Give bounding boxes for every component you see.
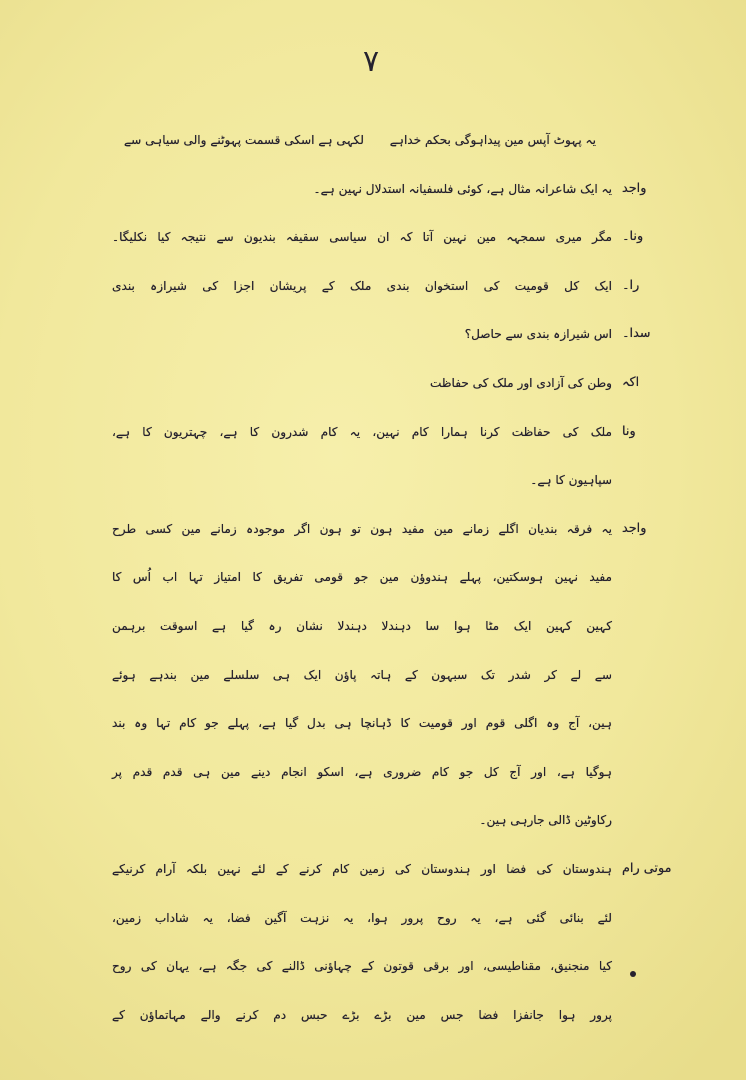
line-text: ہین، آج وہ اگلی قوم اور قومیت کا ڈہانچا ہی بدل گیا ہے، پہلے جو کام تہا وہ بند (112, 716, 612, 731)
dialogue-line (112, 845, 740, 894)
dialogue-body (112, 116, 740, 1039)
dialogue-line (112, 262, 740, 311)
speaker-label: اکہ (622, 374, 640, 390)
dialogue-line (112, 748, 740, 797)
line-text: مفید نہین ہوسکتین، پہلے ہندوؤن مین جو قومی تفریق کا امتیاز تہا اب اُس کا (112, 570, 612, 585)
line-text: کہین کہین ایک مٹا ہوا سا دہندلا دہندلا نشان رہ گیا ہے اسوقت برہمن (112, 618, 612, 633)
dialogue-line (112, 796, 740, 845)
dialogue-line (112, 310, 740, 359)
dialogue-line (112, 456, 740, 505)
dialogue-entry (112, 505, 740, 845)
dialogue-line (112, 213, 740, 262)
line-text: ہندوستان کی فضا اور ہندوستان کی زمین کام کرنے کے لئے نہین بلکہ آرام کرنیکے (112, 861, 612, 876)
speaker-label: ونا (622, 423, 636, 439)
dialogue-line (112, 602, 740, 651)
verse-text (112, 116, 612, 165)
dialogue-line (112, 553, 740, 602)
line-text: رکاوٹین ڈالی جارہی ہین۔ (479, 813, 612, 828)
speaker-label: موتی رام (622, 860, 672, 876)
page-number: ۷ (362, 44, 380, 79)
line-text: اس شیرازہ بندی سے حاصل؟ (464, 327, 612, 342)
dialogue-line (112, 651, 740, 700)
dialogue-line (112, 991, 740, 1040)
verse-hemistich-first: یہ پہوٹ آپس مین پیداہوگی بحکم خداہے (389, 133, 596, 147)
dialogue-entry (112, 359, 740, 408)
speaker-label-empty (622, 116, 740, 165)
dialogue-line (112, 165, 740, 214)
dialogue-line (112, 894, 740, 943)
margin-dot (630, 971, 636, 977)
verse-hemistich-second: لکہی ہے اسکی قسمت پہوٹنے والی سیاہی سے (124, 133, 364, 147)
line-text: لئے بنائی گئی ہے، یہ روح پرور ہوا، یہ نزہت آگین فضا، یہ شاداب زمین، (112, 910, 612, 925)
speaker-label: واجد (622, 520, 647, 536)
verse-line (112, 116, 740, 165)
line-text: سپاہیون کا ہے۔ (530, 473, 612, 488)
dialogue-entry (112, 262, 740, 311)
dialogue-line (112, 699, 740, 748)
dialogue-entry (112, 845, 740, 1039)
speaker-label: را۔ (622, 277, 640, 293)
speaker-label: ونا۔ (622, 229, 644, 245)
dialogue-entry (112, 310, 740, 359)
line-text: پرور ہوا جانفزا فضا جس مین بڑے بڑے حبس دم کرنے والے مہاتماؤن کے (112, 1007, 612, 1022)
line-text: سے لے کر شدر تک سبہون کے ہاتہ پاؤن ایک ہی سلسلے مین بندہے ہوئے (112, 667, 612, 682)
line-text: ہوگیا ہے، اور آج کل جو کام ضروری ہے، اسکو انجام دینے مین ہی قدم قدم پر (112, 764, 612, 779)
dialogue-entry (112, 408, 740, 505)
dialogue-entry (112, 165, 740, 214)
dialogue-entry (112, 213, 740, 262)
speaker-label: واجد (622, 180, 647, 196)
line-text: ملک کی حفاظت کرنا ہمارا کام نہین، یہ کام شدرون کا ہے، چہتریون کا ہے، (112, 424, 612, 439)
dialogue-line (112, 505, 740, 554)
line-text: یہ ایک شاعرانہ مثال ہے، کوئی فلسفیانہ استدلال نہین ہے۔ (313, 181, 612, 196)
dialogue-line (112, 359, 740, 408)
speaker-label: سدا۔ (622, 326, 651, 342)
line-text: کیا منجنیق، مقناطیسی، اور برقی قوتون کے چہاؤنی ڈالنے کی جگہ ہے، یہان کی روح (112, 959, 612, 974)
dialogue-line (112, 942, 740, 991)
dialogue-line (112, 408, 740, 457)
line-text: وطن کی آزادی اور ملک کی حفاظت (430, 375, 612, 390)
line-text: مگر میری سمجہہ مین نہین آتا کہ ان سیاسی سقیفہ بندیون سے نتیجہ کیا نکلیگا۔ (112, 230, 612, 245)
line-text: ایک کل قومیت کی استخوان بندی ملک کے پریشان اجزا کی شیرازہ بندی (112, 278, 612, 293)
line-text: یہ فرقہ بندیان اگلے زمانے مین مفید ہون تو ہون اگر موجودہ زمانے مین کسی طرح (112, 521, 612, 536)
